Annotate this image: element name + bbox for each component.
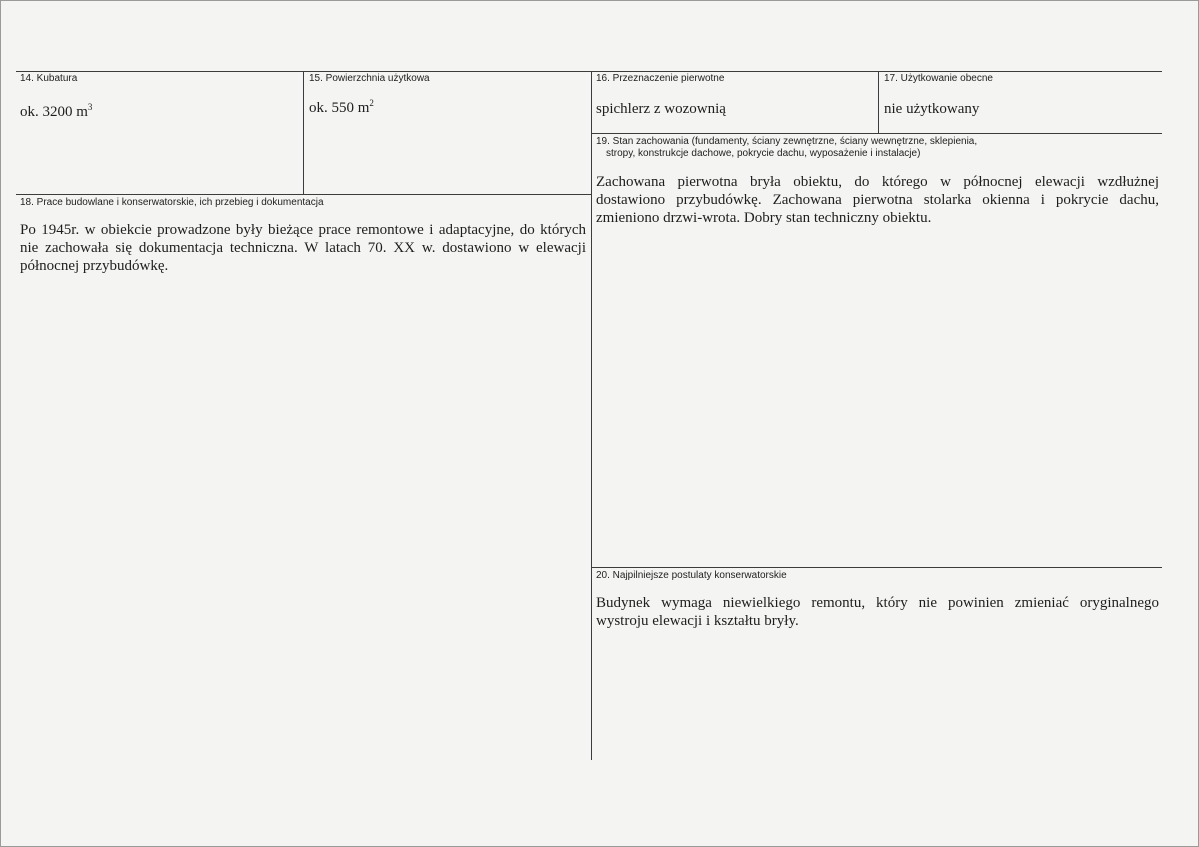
divider-16-17 <box>878 71 879 133</box>
field-18-line-2: nie zachowała się dokumentacja techniczna. W latach 70. XX w. dostawiono w elewacji <box>20 240 586 256</box>
field-18-text <box>20 221 586 275</box>
field-18-line-1: Po 1945r. w obiekcie prowadzone były bieżące prace remontowe i adaptacyjne, do których <box>20 222 586 238</box>
field-16-value: spichlerz z wozownią <box>596 101 726 117</box>
field-14-value <box>20 103 92 121</box>
field-19-text <box>596 173 1159 227</box>
rule-row-20 <box>591 567 1162 568</box>
field-14-label: 14. Kubatura <box>20 73 78 84</box>
field-19-line-1: Zachowana pierwotna bryła obiektu, do którego w północnej elewacji wzdłużnej <box>596 174 1159 190</box>
field-17-value: nie użytkowany <box>884 101 980 117</box>
field-18-line-3: północnej przybudówkę. <box>20 258 169 274</box>
rule-row-19 <box>591 133 1162 134</box>
field-15-value-text: ok. 550 m <box>309 100 370 116</box>
field-15-label: 15. Powierzchnia użytkowa <box>309 73 430 84</box>
field-19-label <box>596 136 977 160</box>
divider-14-15 <box>303 71 304 195</box>
field-14-unit-exponent: 3 <box>87 102 93 112</box>
field-19-label-line-1: 19. Stan zachowania (fundamenty, ściany zewnętrzne, ściany wewnętrzne, sklepienia, <box>596 136 978 147</box>
center-divider <box>591 71 592 760</box>
field-20-line-1: Budynek wymaga niewielkiego remontu, który nie powinien zmieniać oryginalnego <box>596 595 1159 611</box>
field-15-value <box>309 99 374 117</box>
field-15-unit-exponent: 2 <box>369 98 374 108</box>
top-rule <box>16 71 1162 72</box>
field-19-line-2: dostawiono przybudówkę. Zachowana pierwotna stolarka okienna i pokrycie dachu, <box>596 192 1159 208</box>
field-17-label: 17. Użytkowanie obecne <box>884 73 993 84</box>
field-14-value-text: ok. 3200 m <box>20 104 88 120</box>
field-19-line-3: zmieniono drzwi-wrota. Dobry stan techniczny obiektu. <box>596 210 932 226</box>
field-19-label-line-2: stropy, konstrukcje dachowe, pokrycie dachu, wyposażenie i instalacje) <box>606 148 921 159</box>
field-18-label: 18. Prace budowlane i konserwatorskie, ich przebieg i dokumentacja <box>20 197 324 208</box>
field-20-line-2: wystroju elewacji i kształtu bryły. <box>596 613 799 629</box>
field-20-label: 20. Najpilniejsze postulaty konserwatorskie <box>596 570 787 581</box>
field-20-text <box>596 594 1159 630</box>
field-16-label: 16. Przeznaczenie pierwotne <box>596 73 725 84</box>
